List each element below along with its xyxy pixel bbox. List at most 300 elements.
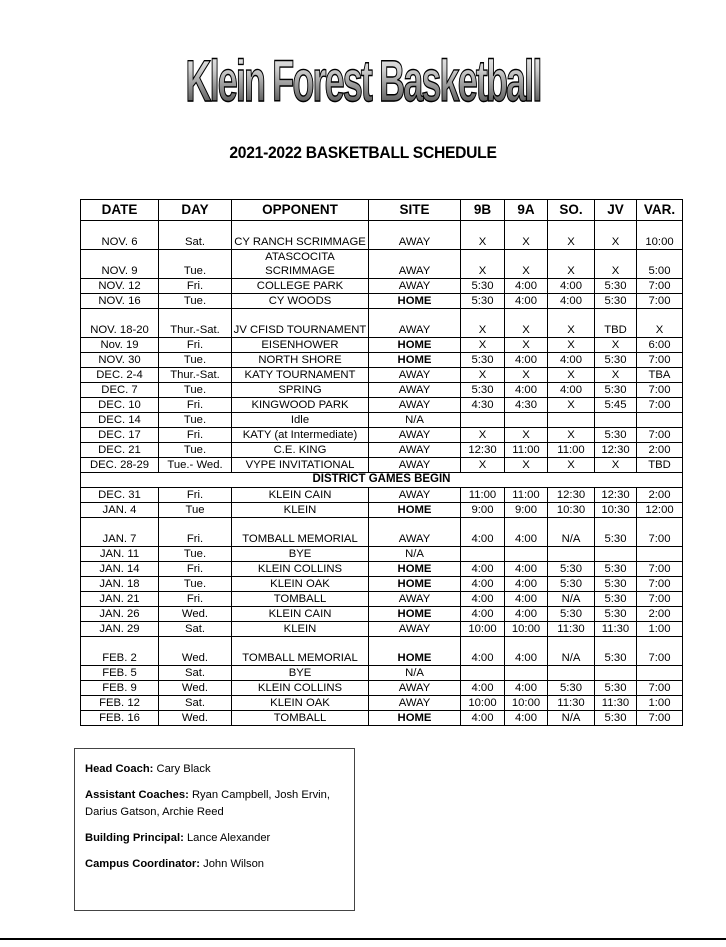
cell-a9: X bbox=[505, 458, 548, 473]
cell-jv: TBD bbox=[595, 309, 637, 338]
head-coach-name: Cary Black bbox=[156, 763, 211, 775]
cell-date: JAN. 18 bbox=[81, 577, 159, 592]
cell-date: NOV. 18-20 bbox=[81, 309, 159, 338]
cell-site: N/A bbox=[369, 413, 461, 428]
cell-so: N/A bbox=[548, 592, 595, 607]
cell-jv: X bbox=[595, 250, 637, 279]
cell-date: NOV. 30 bbox=[81, 353, 159, 368]
cell-jv: 11:30 bbox=[595, 622, 637, 637]
cell-site: HOME bbox=[369, 562, 461, 577]
cell-var: 7:00 bbox=[637, 681, 683, 696]
cell-day: Sat. bbox=[159, 622, 232, 637]
coordinator-label: Campus Coordinator: bbox=[85, 858, 200, 870]
cell-day: Tue. bbox=[159, 353, 232, 368]
cell-a9 bbox=[505, 547, 548, 562]
cell-opponent: VYPE INVITATIONAL bbox=[232, 458, 369, 473]
cell-jv: 5:30 bbox=[595, 279, 637, 294]
col-header-var: VAR. bbox=[637, 200, 683, 221]
cell-jv: X bbox=[595, 338, 637, 353]
table-row bbox=[81, 681, 683, 696]
cell-day: Sat. bbox=[159, 221, 232, 250]
district-banner: DISTRICT GAMES BEGIN bbox=[81, 473, 683, 488]
cell-b9: 4:00 bbox=[461, 681, 505, 696]
cell-var: 2:00 bbox=[637, 443, 683, 458]
cell-opponent: KATY TOURNAMENT bbox=[232, 368, 369, 383]
cell-day: Tue. bbox=[159, 294, 232, 309]
cell-var: 7:00 bbox=[637, 518, 683, 547]
cell-date: DEC. 17 bbox=[81, 428, 159, 443]
cell-b9: 5:30 bbox=[461, 279, 505, 294]
cell-date: DEC. 21 bbox=[81, 443, 159, 458]
cell-jv bbox=[595, 666, 637, 681]
cell-opponent: KLEIN COLLINS bbox=[232, 681, 369, 696]
cell-var bbox=[637, 413, 683, 428]
cell-var: 7:00 bbox=[637, 592, 683, 607]
cell-jv: 5:45 bbox=[595, 398, 637, 413]
staff-box bbox=[74, 748, 355, 911]
cell-site: HOME bbox=[369, 503, 461, 518]
cell-so bbox=[548, 547, 595, 562]
cell-var: 10:00 bbox=[637, 221, 683, 250]
table-row bbox=[81, 666, 683, 681]
cell-jv: X bbox=[595, 368, 637, 383]
cell-b9: X bbox=[461, 428, 505, 443]
cell-site: HOME bbox=[369, 637, 461, 666]
table-row bbox=[81, 637, 683, 666]
cell-site: HOME bbox=[369, 338, 461, 353]
table-row bbox=[81, 547, 683, 562]
cell-b9: 10:00 bbox=[461, 622, 505, 637]
cell-site: HOME bbox=[369, 353, 461, 368]
cell-so: 4:00 bbox=[548, 279, 595, 294]
cell-b9: X bbox=[461, 338, 505, 353]
cell-opponent: CY WOODS bbox=[232, 294, 369, 309]
cell-date: JAN. 7 bbox=[81, 518, 159, 547]
cell-site: AWAY bbox=[369, 383, 461, 398]
cell-opponent: KLEIN COLLINS bbox=[232, 562, 369, 577]
cell-opponent: C.E. KING bbox=[232, 443, 369, 458]
cell-so: 4:00 bbox=[548, 383, 595, 398]
col-header-9a: 9A bbox=[505, 200, 548, 221]
cell-day: Fri. bbox=[159, 398, 232, 413]
cell-day: Wed. bbox=[159, 637, 232, 666]
cell-a9: 4:00 bbox=[505, 518, 548, 547]
cell-site: AWAY bbox=[369, 622, 461, 637]
cell-a9: 10:00 bbox=[505, 622, 548, 637]
table-row bbox=[81, 250, 683, 279]
cell-b9: 4:00 bbox=[461, 607, 505, 622]
table-row bbox=[81, 607, 683, 622]
cell-jv: 5:30 bbox=[595, 577, 637, 592]
cell-var: 7:00 bbox=[637, 711, 683, 726]
cell-a9: 4:00 bbox=[505, 279, 548, 294]
cell-day: Tue. bbox=[159, 250, 232, 279]
cell-so: X bbox=[548, 250, 595, 279]
cell-var: 1:00 bbox=[637, 622, 683, 637]
cell-day: Fri. bbox=[159, 488, 232, 503]
cell-so: 5:30 bbox=[548, 562, 595, 577]
cell-a9: 4:00 bbox=[505, 637, 548, 666]
cell-so bbox=[548, 666, 595, 681]
principal-label: Building Principal: bbox=[85, 832, 184, 844]
cell-date: JAN. 11 bbox=[81, 547, 159, 562]
head-coach-label: Head Coach: bbox=[85, 763, 154, 775]
cell-so: 11:30 bbox=[548, 622, 595, 637]
cell-so: 4:00 bbox=[548, 294, 595, 309]
cell-jv: 5:30 bbox=[595, 428, 637, 443]
cell-jv: 5:30 bbox=[595, 294, 637, 309]
cell-a9: 4:00 bbox=[505, 681, 548, 696]
cell-opponent: KLEIN bbox=[232, 503, 369, 518]
cell-var bbox=[637, 666, 683, 681]
cell-date: FEB. 16 bbox=[81, 711, 159, 726]
cell-date: JAN. 4 bbox=[81, 503, 159, 518]
cell-date: FEB. 9 bbox=[81, 681, 159, 696]
cell-date: NOV. 9 bbox=[81, 250, 159, 279]
cell-date: DEC. 28-29 bbox=[81, 458, 159, 473]
cell-a9: 4:00 bbox=[505, 562, 548, 577]
cell-day: Thur.-Sat. bbox=[159, 368, 232, 383]
cell-so: 4:00 bbox=[548, 353, 595, 368]
cell-a9: 4:00 bbox=[505, 592, 548, 607]
cell-var: TBA bbox=[637, 368, 683, 383]
cell-opponent: Idle bbox=[232, 413, 369, 428]
cell-site: AWAY bbox=[369, 309, 461, 338]
schedule-subtitle: 2021-2022 BASKETBALL SCHEDULE bbox=[229, 143, 497, 162]
cell-b9: X bbox=[461, 221, 505, 250]
cell-day: Wed. bbox=[159, 711, 232, 726]
cell-b9: X bbox=[461, 250, 505, 279]
cell-jv: 5:30 bbox=[595, 711, 637, 726]
cell-a9: 4:00 bbox=[505, 383, 548, 398]
cell-b9: X bbox=[461, 368, 505, 383]
table-row bbox=[81, 622, 683, 637]
cell-jv: 5:30 bbox=[595, 383, 637, 398]
cell-b9: 11:00 bbox=[461, 488, 505, 503]
col-header-jv: JV bbox=[595, 200, 637, 221]
cell-so: 11:30 bbox=[548, 696, 595, 711]
cell-site: AWAY bbox=[369, 428, 461, 443]
cell-so: X bbox=[548, 221, 595, 250]
col-header-date: DATE bbox=[81, 200, 159, 221]
cell-day: Sat. bbox=[159, 666, 232, 681]
cell-site: AWAY bbox=[369, 250, 461, 279]
coordinator-line bbox=[85, 856, 344, 873]
cell-jv: X bbox=[595, 458, 637, 473]
cell-site: HOME bbox=[369, 711, 461, 726]
cell-site: AWAY bbox=[369, 279, 461, 294]
cell-var: 5:00 bbox=[637, 250, 683, 279]
cell-site: AWAY bbox=[369, 696, 461, 711]
cell-var: 7:00 bbox=[637, 353, 683, 368]
cell-date: NOV. 16 bbox=[81, 294, 159, 309]
cell-b9: 4:00 bbox=[461, 518, 505, 547]
col-header-opponent: OPPONENT bbox=[232, 200, 369, 221]
cell-var: 7:00 bbox=[637, 398, 683, 413]
cell-site: HOME bbox=[369, 294, 461, 309]
cell-jv: 12:30 bbox=[595, 443, 637, 458]
cell-opponent: KINGWOOD PARK bbox=[232, 398, 369, 413]
table-row bbox=[81, 696, 683, 711]
cell-opponent: JV CFISD TOURNAMENT bbox=[232, 309, 369, 338]
cell-day: Fri. bbox=[159, 592, 232, 607]
cell-var: 7:00 bbox=[637, 294, 683, 309]
cell-jv: 5:30 bbox=[595, 592, 637, 607]
cell-var: 12:00 bbox=[637, 503, 683, 518]
cell-day: Fri. bbox=[159, 428, 232, 443]
cell-so: 5:30 bbox=[548, 607, 595, 622]
cell-so: 11:00 bbox=[548, 443, 595, 458]
cell-so: X bbox=[548, 428, 595, 443]
cell-date: DEC. 31 bbox=[81, 488, 159, 503]
cell-var: 1:00 bbox=[637, 696, 683, 711]
cell-so: N/A bbox=[548, 518, 595, 547]
cell-b9: 9:00 bbox=[461, 503, 505, 518]
cell-day: Fri. bbox=[159, 518, 232, 547]
cell-so: X bbox=[548, 368, 595, 383]
col-header-site: SITE bbox=[369, 200, 461, 221]
table-row bbox=[81, 458, 683, 473]
cell-so: 10:30 bbox=[548, 503, 595, 518]
cell-site: N/A bbox=[369, 666, 461, 681]
cell-jv: 5:30 bbox=[595, 607, 637, 622]
cell-var: TBD bbox=[637, 458, 683, 473]
cell-var bbox=[637, 547, 683, 562]
cell-date: NOV. 6 bbox=[81, 221, 159, 250]
cell-day: Tue. bbox=[159, 547, 232, 562]
cell-opponent: KLEIN CAIN bbox=[232, 488, 369, 503]
cell-jv: 12:30 bbox=[595, 488, 637, 503]
cell-site: AWAY bbox=[369, 488, 461, 503]
assistant-coaches-line bbox=[85, 787, 344, 821]
cell-b9 bbox=[461, 666, 505, 681]
table-row bbox=[81, 221, 683, 250]
table-row bbox=[81, 577, 683, 592]
cell-b9: X bbox=[461, 309, 505, 338]
cell-so: X bbox=[548, 338, 595, 353]
table-row bbox=[81, 488, 683, 503]
cell-a9: 4:00 bbox=[505, 294, 548, 309]
cell-b9: 4:30 bbox=[461, 398, 505, 413]
cell-b9: 5:30 bbox=[461, 294, 505, 309]
schedule-body bbox=[81, 221, 683, 726]
cell-day: Fri. bbox=[159, 562, 232, 577]
cell-day: Tue. bbox=[159, 383, 232, 398]
cell-opponent: BYE bbox=[232, 547, 369, 562]
cell-day: Tue.- Wed. bbox=[159, 458, 232, 473]
cell-b9: 12:30 bbox=[461, 443, 505, 458]
cell-jv: 11:30 bbox=[595, 696, 637, 711]
cell-so: 5:30 bbox=[548, 681, 595, 696]
cell-opponent: KLEIN OAK bbox=[232, 577, 369, 592]
assistant-coaches-names: Ryan Campbell, Josh Ervin, Darius Gatson, Archie Reed bbox=[85, 789, 330, 818]
cell-day: Fri. bbox=[159, 279, 232, 294]
cell-day: Tue. bbox=[159, 443, 232, 458]
cell-so: X bbox=[548, 458, 595, 473]
cell-date: DEC. 2-4 bbox=[81, 368, 159, 383]
cell-opponent: TOMBALL MEMORIAL bbox=[232, 518, 369, 547]
cell-opponent: TOMBALL bbox=[232, 711, 369, 726]
cell-so: 12:30 bbox=[548, 488, 595, 503]
table-row bbox=[81, 413, 683, 428]
cell-var: 7:00 bbox=[637, 279, 683, 294]
cell-b9: 5:30 bbox=[461, 353, 505, 368]
cell-date: JAN. 21 bbox=[81, 592, 159, 607]
table-row bbox=[81, 503, 683, 518]
cell-site: AWAY bbox=[369, 443, 461, 458]
cell-var: 2:00 bbox=[637, 488, 683, 503]
col-header-so: SO. bbox=[548, 200, 595, 221]
table-row bbox=[81, 383, 683, 398]
cell-a9 bbox=[505, 666, 548, 681]
cell-b9: 5:30 bbox=[461, 383, 505, 398]
cell-date: DEC. 10 bbox=[81, 398, 159, 413]
schedule-table bbox=[80, 199, 683, 726]
cell-a9: 11:00 bbox=[505, 443, 548, 458]
cell-opponent: TOMBALL MEMORIAL bbox=[232, 637, 369, 666]
cell-date: FEB. 12 bbox=[81, 696, 159, 711]
cell-day: Thur.-Sat. bbox=[159, 309, 232, 338]
cell-site: AWAY bbox=[369, 368, 461, 383]
cell-site: HOME bbox=[369, 607, 461, 622]
cell-date: JAN. 14 bbox=[81, 562, 159, 577]
table-row bbox=[81, 518, 683, 547]
cell-a9: X bbox=[505, 309, 548, 338]
cell-b9: 4:00 bbox=[461, 562, 505, 577]
cell-day: Wed. bbox=[159, 681, 232, 696]
cell-var: 7:00 bbox=[637, 637, 683, 666]
cell-site: AWAY bbox=[369, 681, 461, 696]
cell-b9: X bbox=[461, 458, 505, 473]
cell-opponent: NORTH SHORE bbox=[232, 353, 369, 368]
cell-var: 7:00 bbox=[637, 577, 683, 592]
cell-var: 7:00 bbox=[637, 383, 683, 398]
cell-a9: 4:00 bbox=[505, 353, 548, 368]
cell-a9: 4:00 bbox=[505, 607, 548, 622]
table-row bbox=[81, 368, 683, 383]
table-row bbox=[81, 338, 683, 353]
cell-jv: X bbox=[595, 221, 637, 250]
cell-jv: 5:30 bbox=[595, 353, 637, 368]
cell-a9: 4:30 bbox=[505, 398, 548, 413]
cell-date: NOV. 12 bbox=[81, 279, 159, 294]
cell-a9: X bbox=[505, 338, 548, 353]
cell-opponent: KLEIN OAK bbox=[232, 696, 369, 711]
coordinator-name: John Wilson bbox=[203, 858, 265, 870]
cell-day: Wed. bbox=[159, 607, 232, 622]
cell-site: AWAY bbox=[369, 458, 461, 473]
cell-opponent: KLEIN bbox=[232, 622, 369, 637]
cell-var: 7:00 bbox=[637, 562, 683, 577]
cell-site: AWAY bbox=[369, 398, 461, 413]
table-row bbox=[81, 562, 683, 577]
cell-date: JAN. 29 bbox=[81, 622, 159, 637]
cell-opponent: SPRING bbox=[232, 383, 369, 398]
table-row bbox=[81, 711, 683, 726]
cell-day: Fri. bbox=[159, 338, 232, 353]
cell-so: N/A bbox=[548, 637, 595, 666]
cell-a9: X bbox=[505, 221, 548, 250]
col-header-9b: 9B bbox=[461, 200, 505, 221]
cell-opponent: KATY (at Intermediate) bbox=[232, 428, 369, 443]
cell-b9: 10:00 bbox=[461, 696, 505, 711]
cell-opponent: COLLEGE PARK bbox=[232, 279, 369, 294]
cell-date: JAN. 26 bbox=[81, 607, 159, 622]
table-row bbox=[81, 294, 683, 309]
cell-b9: 4:00 bbox=[461, 637, 505, 666]
cell-day: Tue bbox=[159, 503, 232, 518]
cell-date: FEB. 2 bbox=[81, 637, 159, 666]
bottom-rule bbox=[0, 938, 726, 940]
cell-so: 5:30 bbox=[548, 577, 595, 592]
page-title: Klein Forest Basketball bbox=[138, 40, 588, 124]
table-header-row bbox=[81, 200, 683, 221]
cell-date: FEB. 5 bbox=[81, 666, 159, 681]
table-row bbox=[81, 443, 683, 458]
cell-b9 bbox=[461, 413, 505, 428]
cell-jv bbox=[595, 413, 637, 428]
cell-a9: X bbox=[505, 428, 548, 443]
table-row bbox=[81, 428, 683, 443]
cell-a9: 4:00 bbox=[505, 577, 548, 592]
cell-day: Sat. bbox=[159, 696, 232, 711]
cell-so: X bbox=[548, 309, 595, 338]
cell-opponent: ATASCOCITA SCRIMMAGE bbox=[232, 250, 369, 279]
table-row bbox=[81, 279, 683, 294]
cell-site: AWAY bbox=[369, 518, 461, 547]
cell-day: Tue. bbox=[159, 577, 232, 592]
principal-name: Lance Alexander bbox=[186, 832, 271, 844]
cell-opponent: BYE bbox=[232, 666, 369, 681]
cell-opponent: KLEIN CAIN bbox=[232, 607, 369, 622]
cell-a9 bbox=[505, 413, 548, 428]
cell-jv bbox=[595, 547, 637, 562]
cell-jv: 10:30 bbox=[595, 503, 637, 518]
cell-site: HOME bbox=[369, 577, 461, 592]
assistant-coaches-label: Assistant Coaches: bbox=[85, 789, 189, 801]
cell-a9: 9:00 bbox=[505, 503, 548, 518]
col-header-day: DAY bbox=[159, 200, 232, 221]
principal-line bbox=[85, 830, 344, 847]
cell-date: Nov. 19 bbox=[81, 338, 159, 353]
cell-var: 6:00 bbox=[637, 338, 683, 353]
cell-b9: 4:00 bbox=[461, 592, 505, 607]
cell-jv: 5:30 bbox=[595, 681, 637, 696]
table-row bbox=[81, 309, 683, 338]
table-row bbox=[81, 353, 683, 368]
cell-var: 7:00 bbox=[637, 428, 683, 443]
cell-opponent: TOMBALL bbox=[232, 592, 369, 607]
cell-date: DEC. 7 bbox=[81, 383, 159, 398]
cell-day: Tue. bbox=[159, 413, 232, 428]
cell-b9: 4:00 bbox=[461, 711, 505, 726]
cell-jv: 5:30 bbox=[595, 518, 637, 547]
cell-jv: 5:30 bbox=[595, 562, 637, 577]
cell-b9 bbox=[461, 547, 505, 562]
cell-site: AWAY bbox=[369, 592, 461, 607]
cell-so bbox=[548, 413, 595, 428]
cell-a9: X bbox=[505, 250, 548, 279]
cell-a9: 10:00 bbox=[505, 696, 548, 711]
cell-site: N/A bbox=[369, 547, 461, 562]
cell-a9: X bbox=[505, 368, 548, 383]
cell-opponent: CY RANCH SCRIMMAGE bbox=[232, 221, 369, 250]
head-coach-line bbox=[85, 761, 344, 778]
cell-date: DEC. 14 bbox=[81, 413, 159, 428]
cell-a9: 4:00 bbox=[505, 711, 548, 726]
cell-so: N/A bbox=[548, 711, 595, 726]
table-row bbox=[81, 398, 683, 413]
